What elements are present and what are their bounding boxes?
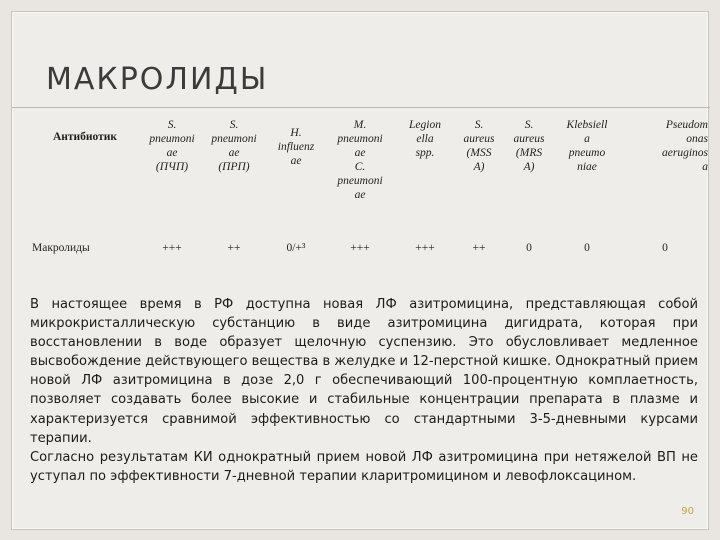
table-cell: Макролиды <box>32 242 90 254</box>
title-divider <box>12 107 710 108</box>
header-cell: S. aureus (MSS A) <box>463 119 495 173</box>
table-cell: 0/+³ <box>286 242 306 254</box>
table-cell: ++ <box>472 242 486 254</box>
paragraph: Согласно результатам КИ однократный прием новой ЛФ азитромицина при нетяжелой ВП не уступал по эффективности 7-дневной терапии кларитромицином и левофлоксацином. <box>30 449 698 484</box>
header-cell: H. influenz ae <box>277 127 315 167</box>
header-cell: S. pneumoni ae (ПРП) <box>211 119 257 173</box>
header-cell: Антибиотик <box>52 131 118 143</box>
table-header-row <box>26 116 710 236</box>
paragraph: В настоящее время в РФ доступна новая ЛФ азитромицина, представляющая собой микрокристаллическую субстанцию в виде азитромицина дигидрата, которая при восстановлении в воде образует щелочную суспензию. Это обусловливает медленное высвобождение действующего вещества в желудке и 12-перстной кишке. Однократный прием новой ЛФ азитромицина в дозе 2,0 г обеспечивающий 100-процентную комплаетность, позволяет создавать более высокие и стабильные концентрации препарата в плазме и характеризуется сравнимой эффективностью со стандартными 3-5-дневными курсами терапии. <box>30 297 698 446</box>
header-cell: S. aureus (MRS A) <box>513 119 545 173</box>
table-cell: +++ <box>415 242 435 254</box>
header-cell: S. pneumoni ae (ПЧП) <box>149 119 195 173</box>
page-title: МАКРОЛИДЫ <box>46 62 269 97</box>
header-cell: Klebsiell a pneumo niae <box>566 119 608 173</box>
page-number: 90 <box>681 506 694 517</box>
slide <box>11 11 709 530</box>
table-cell: +++ <box>350 242 370 254</box>
body-text <box>30 295 698 486</box>
antibiotic-table <box>26 116 710 260</box>
header-cell: Legion ella spp. <box>409 119 441 159</box>
header-cell: Pseudom onas aeruginos a <box>662 119 708 173</box>
table-row <box>26 236 710 260</box>
table-cell: ++ <box>227 242 241 254</box>
table-cell: 0 <box>526 242 532 254</box>
table-cell: +++ <box>162 242 182 254</box>
header-cell: M. pneumoni ae C. pneumoni ae <box>337 119 383 201</box>
table-cell: 0 <box>662 242 668 254</box>
table-cell: 0 <box>584 242 590 254</box>
